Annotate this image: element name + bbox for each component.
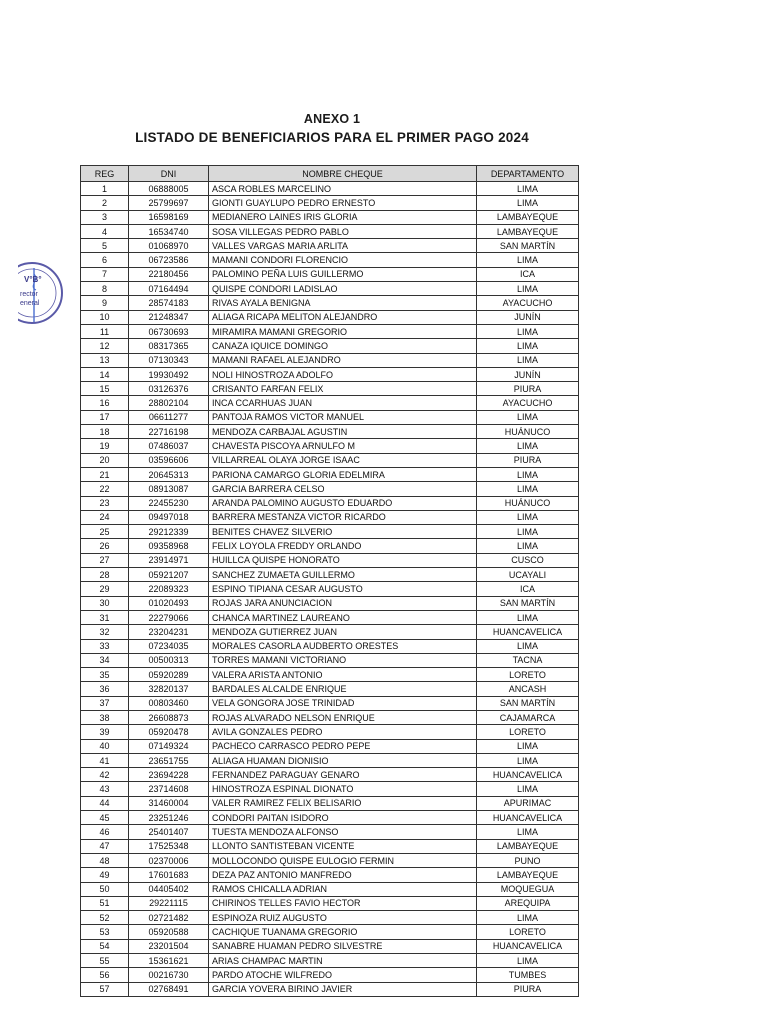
cell-dni: 31460004 — [129, 796, 209, 810]
cell-nombre: PANTOJA RAMOS VICTOR MANUEL — [209, 410, 477, 424]
cell-dni: 02721482 — [129, 911, 209, 925]
table-row — [81, 739, 579, 753]
cell-dni: 23651755 — [129, 753, 209, 767]
cell-dni: 02768491 — [129, 982, 209, 996]
cell-dni: 15361621 — [129, 954, 209, 968]
table-row — [81, 496, 579, 510]
cell-departamento: LIMA — [477, 339, 579, 353]
cell-nombre: INCA CCARHUAS JUAN — [209, 396, 477, 410]
cell-departamento: ANCASH — [477, 682, 579, 696]
cell-reg: 17 — [81, 410, 129, 424]
table-row — [81, 825, 579, 839]
cell-reg: 54 — [81, 939, 129, 953]
cell-nombre: SOSA VILLEGAS PEDRO PABLO — [209, 224, 477, 238]
cell-nombre: MENDOZA GUTIERREZ JUAN — [209, 625, 477, 639]
cell-nombre: ARANDA PALOMINO AUGUSTO EDUARDO — [209, 496, 477, 510]
cell-dni: 28802104 — [129, 396, 209, 410]
cell-departamento: AYACUCHO — [477, 396, 579, 410]
cell-departamento: LIMA — [477, 253, 579, 267]
cell-nombre: PARDO ATOCHE WILFREDO — [209, 968, 477, 982]
cell-reg: 27 — [81, 553, 129, 567]
cell-departamento: PIURA — [477, 453, 579, 467]
cell-departamento: HUANCAVELICA — [477, 811, 579, 825]
cell-departamento: LIMA — [477, 182, 579, 196]
cell-departamento: LIMA — [477, 639, 579, 653]
table-row — [81, 310, 579, 324]
cell-nombre: MAMANI CONDORI FLORENCIO — [209, 253, 477, 267]
cell-nombre: GARCIA YOVERA BIRINO JAVIER — [209, 982, 477, 996]
cell-departamento: LIMA — [477, 410, 579, 424]
cell-departamento: LIMA — [477, 911, 579, 925]
cell-reg: 56 — [81, 968, 129, 982]
table-row — [81, 425, 579, 439]
stamp-rector-text: rector — [20, 291, 38, 298]
cell-departamento: TUMBES — [477, 968, 579, 982]
cell-reg: 18 — [81, 425, 129, 439]
cell-nombre: ESPINO TIPIANA CESAR AUGUSTO — [209, 582, 477, 596]
table-row — [81, 882, 579, 896]
cell-departamento: HUANCAVELICA — [477, 939, 579, 953]
cell-dni: 19930492 — [129, 367, 209, 381]
cell-nombre: HUILLCA QUISPE HONORATO — [209, 553, 477, 567]
table-row — [81, 553, 579, 567]
cell-departamento: MOQUEGUA — [477, 882, 579, 896]
table-row — [81, 353, 579, 367]
cell-dni: 29212339 — [129, 525, 209, 539]
table-row — [81, 768, 579, 782]
cell-departamento: LIMA — [477, 482, 579, 496]
cell-nombre: CONDORI PAITAN ISIDORO — [209, 811, 477, 825]
cell-reg: 52 — [81, 911, 129, 925]
table-row — [81, 439, 579, 453]
stamp-vb-text: V°B° — [24, 275, 42, 284]
cell-nombre: SANABRE HUAMAN PEDRO SILVESTRE — [209, 939, 477, 953]
cell-nombre: CHIRINOS TELLES FAVIO HECTOR — [209, 896, 477, 910]
cell-nombre: ALIAGA HUAMAN DIONISIO — [209, 753, 477, 767]
table-row — [81, 539, 579, 553]
cell-reg: 12 — [81, 339, 129, 353]
table-row — [81, 382, 579, 396]
cell-departamento: PIURA — [477, 982, 579, 996]
cell-departamento: TACNA — [477, 653, 579, 667]
cell-nombre: AVILA GONZALES PEDRO — [209, 725, 477, 739]
table-row — [81, 868, 579, 882]
cell-nombre: MAMANI RAFAEL ALEJANDRO — [209, 353, 477, 367]
cell-reg: 36 — [81, 682, 129, 696]
cell-nombre: SANCHEZ ZUMAETA GUILLERMO — [209, 568, 477, 582]
cell-reg: 3 — [81, 210, 129, 224]
col-header-nombre-cheque: NOMBRE CHEQUE — [209, 166, 477, 182]
table-row — [81, 939, 579, 953]
cell-dni: 03126376 — [129, 382, 209, 396]
cell-dni: 22455230 — [129, 496, 209, 510]
annex-label: ANEXO 1 — [303, 112, 361, 126]
cell-dni: 21248347 — [129, 310, 209, 324]
cell-departamento: AREQUIPA — [477, 896, 579, 910]
cell-nombre: GARCIA BARRERA CELSO — [209, 482, 477, 496]
cell-reg: 46 — [81, 825, 129, 839]
cell-departamento: CUSCO — [477, 553, 579, 567]
cell-nombre: CRISANTO FARFAN FELIX — [209, 382, 477, 396]
cell-dni: 05920478 — [129, 725, 209, 739]
cell-nombre: ARIAS CHAMPAC MARTIN — [209, 954, 477, 968]
stamp-eneral-text: eneral — [20, 300, 40, 307]
table-row — [81, 482, 579, 496]
cell-reg: 15 — [81, 382, 129, 396]
cell-dni: 20645313 — [129, 467, 209, 481]
table-row — [81, 682, 579, 696]
table-row — [81, 596, 579, 610]
cell-dni: 17525348 — [129, 839, 209, 853]
cell-reg: 38 — [81, 710, 129, 724]
cell-dni: 06723586 — [129, 253, 209, 267]
cell-reg: 1 — [81, 182, 129, 196]
table-row — [81, 210, 579, 224]
table-header-row — [81, 166, 579, 182]
cell-departamento: LIMA — [477, 510, 579, 524]
cell-reg: 4 — [81, 224, 129, 238]
table-row — [81, 582, 579, 596]
cell-reg: 32 — [81, 625, 129, 639]
cell-nombre: RIVAS AYALA BENIGNA — [209, 296, 477, 310]
cell-dni: 00216730 — [129, 968, 209, 982]
table-row — [81, 253, 579, 267]
cell-departamento: LIMA — [477, 610, 579, 624]
cell-dni: 07486037 — [129, 439, 209, 453]
table-row — [81, 853, 579, 867]
cell-reg: 19 — [81, 439, 129, 453]
cell-departamento: HUANCAVELICA — [477, 625, 579, 639]
cell-dni: 06611277 — [129, 410, 209, 424]
cell-reg: 40 — [81, 739, 129, 753]
cell-nombre: MIRAMIRA MAMANI GREGORIO — [209, 324, 477, 338]
col-header-dni: DNI — [129, 166, 209, 182]
cell-dni: 09497018 — [129, 510, 209, 524]
table-row — [81, 696, 579, 710]
cell-dni: 03596606 — [129, 453, 209, 467]
table-row — [81, 453, 579, 467]
cell-nombre: PACHECO CARRASCO PEDRO PEPE — [209, 739, 477, 753]
table-row — [81, 282, 579, 296]
cell-dni: 16598169 — [129, 210, 209, 224]
table-row — [81, 367, 579, 381]
cell-reg: 23 — [81, 496, 129, 510]
cell-reg: 53 — [81, 925, 129, 939]
cell-reg: 2 — [81, 196, 129, 210]
cell-nombre: HINOSTROZA ESPINAL DIONATO — [209, 782, 477, 796]
cell-nombre: MORALES CASORLA AUDBERTO ORESTES — [209, 639, 477, 653]
table-row — [81, 568, 579, 582]
cell-nombre: TORRES MAMANI VICTORIANO — [209, 653, 477, 667]
cell-dni: 22089323 — [129, 582, 209, 596]
table-row — [81, 653, 579, 667]
cell-nombre: BARDALES ALCALDE ENRIQUE — [209, 682, 477, 696]
cell-reg: 43 — [81, 782, 129, 796]
cell-nombre: ASCA ROBLES MARCELINO — [209, 182, 477, 196]
cell-departamento: LIMA — [477, 539, 579, 553]
table-row — [81, 625, 579, 639]
col-header-reg: REG — [81, 166, 129, 182]
table-row — [81, 753, 579, 767]
cell-nombre: ROJAS ALVARADO NELSON ENRIQUE — [209, 710, 477, 724]
table-row — [81, 811, 579, 825]
cell-departamento: LIMA — [477, 439, 579, 453]
cell-dni: 09358968 — [129, 539, 209, 553]
cell-reg: 24 — [81, 510, 129, 524]
cell-reg: 6 — [81, 253, 129, 267]
cell-departamento: AYACUCHO — [477, 296, 579, 310]
cell-dni: 02370006 — [129, 853, 209, 867]
cell-dni: 16534740 — [129, 224, 209, 238]
cell-departamento: HUÁNUCO — [477, 425, 579, 439]
table-row — [81, 725, 579, 739]
cell-reg: 33 — [81, 639, 129, 653]
cell-departamento: LIMA — [477, 353, 579, 367]
table-row — [81, 610, 579, 624]
cell-nombre: CANAZA IQUICE DOMINGO — [209, 339, 477, 353]
cell-dni: 23251246 — [129, 811, 209, 825]
cell-nombre: MENDOZA CARBAJAL AGUSTIN — [209, 425, 477, 439]
cell-reg: 21 — [81, 467, 129, 481]
table-row — [81, 296, 579, 310]
cell-nombre: FERNANDEZ PARAGUAY GENARO — [209, 768, 477, 782]
cell-departamento: PIURA — [477, 382, 579, 396]
cell-nombre: PALOMINO PEÑA LUIS GUILLERMO — [209, 267, 477, 281]
cell-dni: 08913087 — [129, 482, 209, 496]
cell-dni: 00803460 — [129, 696, 209, 710]
cell-reg: 57 — [81, 982, 129, 996]
cell-nombre: GIONTI GUAYLUPO PEDRO ERNESTO — [209, 196, 477, 210]
cell-departamento: SAN MARTÍN — [477, 696, 579, 710]
cell-nombre: ROJAS JARA ANUNCIACION — [209, 596, 477, 610]
cell-dni: 32820137 — [129, 682, 209, 696]
table-row — [81, 796, 579, 810]
cell-reg: 20 — [81, 453, 129, 467]
cell-nombre: FELIX LOYOLA FREDDY ORLANDO — [209, 539, 477, 553]
cell-nombre: PARIONA CAMARGO GLORIA EDELMIRA — [209, 467, 477, 481]
cell-nombre: VALER RAMIREZ FELIX BELISARIO — [209, 796, 477, 810]
cell-dni: 04405402 — [129, 882, 209, 896]
cell-reg: 13 — [81, 353, 129, 367]
cell-nombre: VILLARREAL OLAYA JORGE ISAAC — [209, 453, 477, 467]
cell-reg: 29 — [81, 582, 129, 596]
cell-dni: 07130343 — [129, 353, 209, 367]
cell-nombre: DEZA PAZ ANTONIO MANFREDO — [209, 868, 477, 882]
cell-reg: 25 — [81, 525, 129, 539]
table-row — [81, 267, 579, 281]
cell-nombre: MOLLOCONDO QUISPE EULOGIO FERMIN — [209, 853, 477, 867]
cell-reg: 31 — [81, 610, 129, 624]
cell-dni: 22716198 — [129, 425, 209, 439]
cell-dni: 17601683 — [129, 868, 209, 882]
cell-nombre: CHAVESTA PISCOYA ARNULFO M — [209, 439, 477, 453]
cell-dni: 05921207 — [129, 568, 209, 582]
table-row — [81, 339, 579, 353]
cell-dni: 06888005 — [129, 182, 209, 196]
cell-departamento: JUNÍN — [477, 310, 579, 324]
cell-nombre: QUISPE CONDORI LADISLAO — [209, 282, 477, 296]
document-title: LISTADO DE BENEFICIARIOS PARA EL PRIMER PAGO 2024 — [135, 130, 529, 145]
table-row — [81, 324, 579, 338]
cell-departamento: PUNO — [477, 853, 579, 867]
cell-departamento: LAMBAYEQUE — [477, 210, 579, 224]
cell-departamento: UCAYALI — [477, 568, 579, 582]
cell-reg: 26 — [81, 539, 129, 553]
table-row — [81, 968, 579, 982]
cell-reg: 11 — [81, 324, 129, 338]
cell-departamento: LIMA — [477, 196, 579, 210]
cell-departamento: LIMA — [477, 324, 579, 338]
cell-dni: 07164494 — [129, 282, 209, 296]
cell-dni: 25799697 — [129, 196, 209, 210]
cell-departamento: LORETO — [477, 725, 579, 739]
cell-reg: 10 — [81, 310, 129, 324]
cell-departamento: LIMA — [477, 825, 579, 839]
cell-nombre: VELA GONGORA JOSE TRINIDAD — [209, 696, 477, 710]
cell-nombre: TUESTA MENDOZA ALFONSO — [209, 825, 477, 839]
cell-departamento: HUANCAVELICA — [477, 768, 579, 782]
cell-departamento: LAMBAYEQUE — [477, 868, 579, 882]
table-row — [81, 668, 579, 682]
cell-dni: 22279066 — [129, 610, 209, 624]
cell-reg: 30 — [81, 596, 129, 610]
table-row — [81, 224, 579, 238]
cell-departamento: LIMA — [477, 753, 579, 767]
cell-nombre: CHANCA MARTINEZ LAUREANO — [209, 610, 477, 624]
cell-dni: 25401407 — [129, 825, 209, 839]
cell-departamento: SAN MARTÍN — [477, 239, 579, 253]
cell-reg: 34 — [81, 653, 129, 667]
table-row — [81, 410, 579, 424]
cell-dni: 23204231 — [129, 625, 209, 639]
cell-departamento: LIMA — [477, 282, 579, 296]
cell-dni: 23201504 — [129, 939, 209, 953]
cell-nombre: MEDIANERO LAINES IRIS GLORIA — [209, 210, 477, 224]
cell-reg: 39 — [81, 725, 129, 739]
cell-departamento: LORETO — [477, 925, 579, 939]
table-row — [81, 396, 579, 410]
cell-reg: 55 — [81, 954, 129, 968]
cell-dni: 23694228 — [129, 768, 209, 782]
table-body — [81, 182, 579, 997]
cell-departamento: ICA — [477, 267, 579, 281]
cell-reg: 28 — [81, 568, 129, 582]
cell-reg: 49 — [81, 868, 129, 882]
cell-dni: 07149324 — [129, 739, 209, 753]
cell-nombre: VALLES VARGAS MARIA ARLITA — [209, 239, 477, 253]
cell-reg: 35 — [81, 668, 129, 682]
cell-departamento: LIMA — [477, 525, 579, 539]
table-row — [81, 182, 579, 196]
cell-nombre: BARRERA MESTANZA VICTOR RICARDO — [209, 510, 477, 524]
cell-reg: 50 — [81, 882, 129, 896]
cell-departamento: CAJAMARCA — [477, 710, 579, 724]
cell-reg: 44 — [81, 796, 129, 810]
cell-departamento: LORETO — [477, 668, 579, 682]
table-row — [81, 782, 579, 796]
table-row — [81, 196, 579, 210]
cell-nombre: NOLI HINOSTROZA ADOLFO — [209, 367, 477, 381]
cell-reg: 5 — [81, 239, 129, 253]
cell-nombre: RAMOS CHICALLA ADRIAN — [209, 882, 477, 896]
col-header-departamento: DEPARTAMENTO — [477, 166, 579, 182]
cell-departamento: LIMA — [477, 467, 579, 481]
table-row — [81, 510, 579, 524]
cell-dni: 05920588 — [129, 925, 209, 939]
cell-dni: 06730693 — [129, 324, 209, 338]
cell-dni: 07234035 — [129, 639, 209, 653]
cell-nombre: CACHIQUE TUANAMA GREGORIO — [209, 925, 477, 939]
cell-departamento: ICA — [477, 582, 579, 596]
cell-reg: 8 — [81, 282, 129, 296]
beneficiaries-table — [80, 165, 579, 997]
cell-dni: 23914971 — [129, 553, 209, 567]
cell-dni: 01068970 — [129, 239, 209, 253]
cell-reg: 47 — [81, 839, 129, 853]
cell-departamento: LIMA — [477, 954, 579, 968]
table-row — [81, 839, 579, 853]
cell-nombre: VALERA ARISTA ANTONIO — [209, 668, 477, 682]
cell-dni: 26608873 — [129, 710, 209, 724]
table-row — [81, 954, 579, 968]
cell-reg: 51 — [81, 896, 129, 910]
cell-departamento: LIMA — [477, 739, 579, 753]
cell-nombre: BENITES CHAVEZ SILVERIO — [209, 525, 477, 539]
cell-departamento: SAN MARTÍN — [477, 596, 579, 610]
cell-nombre: ALIAGA RICAPA MELITON ALEJANDRO — [209, 310, 477, 324]
cell-dni: 28574183 — [129, 296, 209, 310]
cell-reg: 41 — [81, 753, 129, 767]
cell-reg: 48 — [81, 853, 129, 867]
cell-dni: 05920289 — [129, 668, 209, 682]
cell-departamento: HUÁNUCO — [477, 496, 579, 510]
table-row — [81, 239, 579, 253]
cell-nombre: ESPINOZA RUIZ AUGUSTO — [209, 911, 477, 925]
cell-dni: 08317365 — [129, 339, 209, 353]
cell-reg: 42 — [81, 768, 129, 782]
cell-departamento: LIMA — [477, 782, 579, 796]
table-row — [81, 710, 579, 724]
cell-dni: 23714608 — [129, 782, 209, 796]
cell-departamento: LAMBAYEQUE — [477, 224, 579, 238]
cell-departamento: APURIMAC — [477, 796, 579, 810]
table-row — [81, 525, 579, 539]
table-row — [81, 467, 579, 481]
table-row — [81, 896, 579, 910]
cell-dni: 00500313 — [129, 653, 209, 667]
cell-dni: 29221115 — [129, 896, 209, 910]
cell-reg: 45 — [81, 811, 129, 825]
cell-reg: 37 — [81, 696, 129, 710]
cell-reg: 16 — [81, 396, 129, 410]
cell-reg: 9 — [81, 296, 129, 310]
cell-nombre: LLONTO SANTISTEBAN VICENTE — [209, 839, 477, 853]
table-row — [81, 982, 579, 996]
visto-bueno-stamp-icon — [18, 256, 66, 330]
table-row — [81, 925, 579, 939]
cell-reg: 14 — [81, 367, 129, 381]
cell-reg: 7 — [81, 267, 129, 281]
cell-reg: 22 — [81, 482, 129, 496]
table-row — [81, 639, 579, 653]
table-row — [81, 911, 579, 925]
cell-departamento: LAMBAYEQUE — [477, 839, 579, 853]
cell-departamento: JUNÍN — [477, 367, 579, 381]
cell-dni: 01020493 — [129, 596, 209, 610]
cell-dni: 22180456 — [129, 267, 209, 281]
